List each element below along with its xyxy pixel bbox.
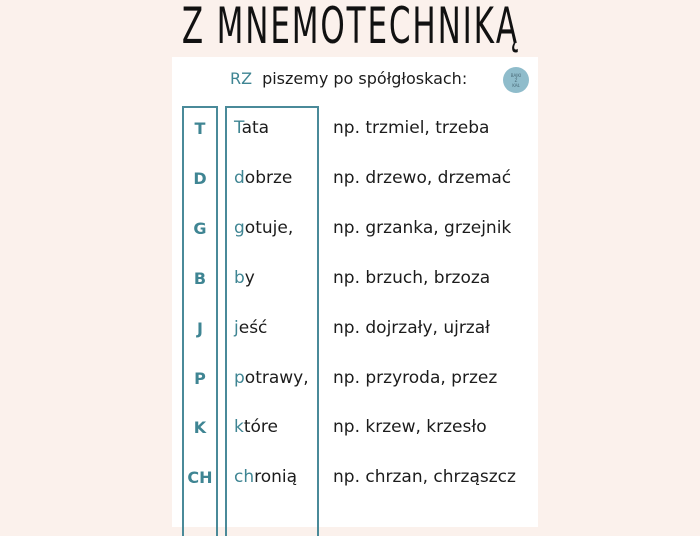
- mnemonic-word: [234, 417, 278, 437]
- consonant-label: CH: [187, 468, 213, 487]
- word-initial: d: [234, 168, 245, 188]
- badge-line: Z: [514, 77, 518, 83]
- mnemonic-word: [234, 218, 293, 238]
- example-words: np. trzmiel, trzeba: [333, 118, 490, 138]
- example-words: np. drzewo, drzemać: [333, 168, 512, 188]
- page-title: Z MNEMOTECHNIKĄ: [181, 0, 519, 55]
- consonant-label: G: [193, 219, 207, 238]
- word-rest: obrze: [244, 168, 293, 188]
- rz-highlight: RZ: [230, 69, 253, 88]
- word-initial: k: [234, 417, 244, 437]
- mnemonic-row: [172, 267, 538, 291]
- panel-header: [230, 69, 467, 88]
- mnemonic-word: [234, 268, 255, 288]
- example-words: np. dojrzały, ujrzał: [333, 318, 490, 338]
- mnemonic-row: [172, 416, 538, 440]
- word-rest: ata: [241, 118, 270, 138]
- badge-line: KAŁ: [512, 82, 520, 88]
- mnemonic-row: [172, 167, 538, 191]
- header-text: piszemy po spółgłoskach:: [262, 69, 468, 88]
- word-initial: p: [234, 368, 245, 388]
- consonant-label: J: [197, 319, 203, 338]
- consonant-label: B: [193, 269, 207, 288]
- mnemonic-row: [172, 217, 538, 241]
- mnemonic-word: [234, 368, 309, 388]
- consonant-label: K: [193, 418, 207, 437]
- example-words: np. brzuch, brzoza: [333, 268, 491, 288]
- consonant-label: D: [193, 169, 207, 188]
- word-initial: T: [234, 118, 242, 138]
- mnemonic-row: [172, 317, 538, 341]
- example-words: np. chrzan, chrząszcz: [333, 467, 516, 487]
- word-rest: tóre: [243, 417, 279, 437]
- mnemonic-row: [172, 117, 538, 141]
- badge-line: BAJKI: [510, 72, 522, 78]
- mnemonic-panel: [172, 57, 538, 527]
- mnemonic-word: [234, 168, 292, 188]
- example-words: np. grzanka, grzejnik: [333, 218, 512, 238]
- mnemonic-row: [172, 466, 538, 490]
- word-initial: g: [234, 218, 245, 238]
- word-initial: j: [234, 318, 239, 338]
- example-words: np. przyroda, przez: [333, 368, 498, 388]
- example-words: np. krzew, krzesło: [333, 417, 487, 437]
- word-rest: y: [244, 268, 255, 288]
- word-rest: eść: [238, 318, 268, 338]
- mnemonic-word: [234, 467, 297, 487]
- mnemonic-word: [234, 318, 267, 338]
- word-initial: b: [234, 268, 245, 288]
- consonant-label: P: [194, 369, 206, 388]
- mnemonic-word: [234, 118, 269, 138]
- logo-badge-icon: [503, 67, 529, 93]
- consonant-label: T: [194, 119, 206, 138]
- mnemonic-row: [172, 367, 538, 391]
- word-initial: ch: [234, 467, 255, 487]
- word-rest: otrawy,: [244, 368, 309, 388]
- word-rest: otuje,: [244, 218, 294, 238]
- word-rest: ronią: [254, 467, 298, 487]
